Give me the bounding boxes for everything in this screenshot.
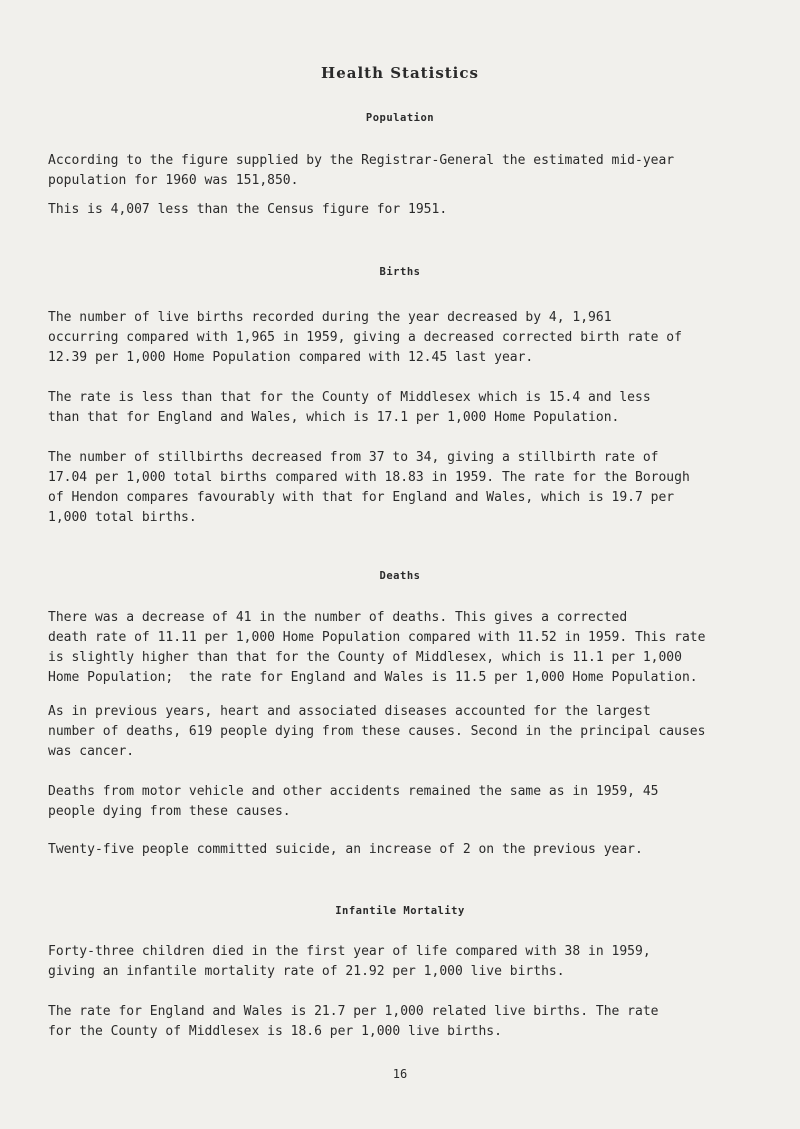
deaths-paragraph-1: There was a decrease of 41 in the number of deaths. This gives a corrected death rate of 11.11 per 1,000 Home Population compared with 11.52 in 1959. This rate is slightly higher than that for the County of Middlesex, which is 11.1 per 1,000 Home Population; the rate for England and Wales is 11.5 per 1,000 Home Population. bbox=[48, 610, 706, 685]
population-paragraph-1: According to the figure supplied by the Registrar-General the estimated mid-year population for 1960 was 151,850. bbox=[48, 153, 675, 188]
deaths-heading: Deaths bbox=[379, 570, 421, 582]
population-paragraph-2: This is 4,007 less than the Census figure for 1951. bbox=[48, 202, 448, 217]
deaths-paragraph-2: As in previous years, heart and associated diseases accounted for the largest number of deaths, 619 people dying from these causes. Second in the principal causes was cancer. bbox=[48, 704, 706, 759]
deaths-paragraph-4: Twenty-five people committed suicide, an increase of 2 on the previous year. bbox=[48, 842, 643, 857]
page-title: Health Statistics bbox=[321, 64, 479, 82]
births-paragraph-3: The number of stillbirths decreased from 37 to 34, giving a stillbirth rate of 17.04 per 1,000 total births compared with 18.83 in 1959. The rate for the Borough of Hendon compares favourably with that for England and Wales, which is 19.7 per 1,000 total births. bbox=[48, 450, 690, 525]
births-paragraph-1: The number of live births recorded during the year decreased by 4, 1,961 occurring compared with 1,965 in 1959, giving a decreased corrected birth rate of 12.39 per 1,000 Home Population compared with 12.45 last year. bbox=[48, 310, 682, 365]
births-paragraph-2: The rate is less than that for the County of Middlesex which is 15.4 and less than that for England and Wales, which is 17.1 per 1,000 Home Population. bbox=[48, 390, 651, 425]
infantile-paragraph-1: Forty-three children died in the first year of life compared with 38 in 1959, giving an infantile mortality rate of 21.92 per 1,000 live births. bbox=[48, 944, 651, 979]
infantile-paragraph-2: The rate for England and Wales is 21.7 per 1,000 related live births. The rate for the County of Middlesex is 18.6 per 1,000 live births. bbox=[48, 1004, 659, 1039]
infantile-mortality-heading: Infantile Mortality bbox=[335, 905, 465, 917]
page-number: 16 bbox=[392, 1067, 408, 1081]
deaths-paragraph-3: Deaths from motor vehicle and other accidents remained the same as in 1959, 45 people dying from these causes. bbox=[48, 784, 659, 819]
population-heading: Population bbox=[365, 112, 435, 124]
births-heading: Births bbox=[379, 266, 421, 278]
